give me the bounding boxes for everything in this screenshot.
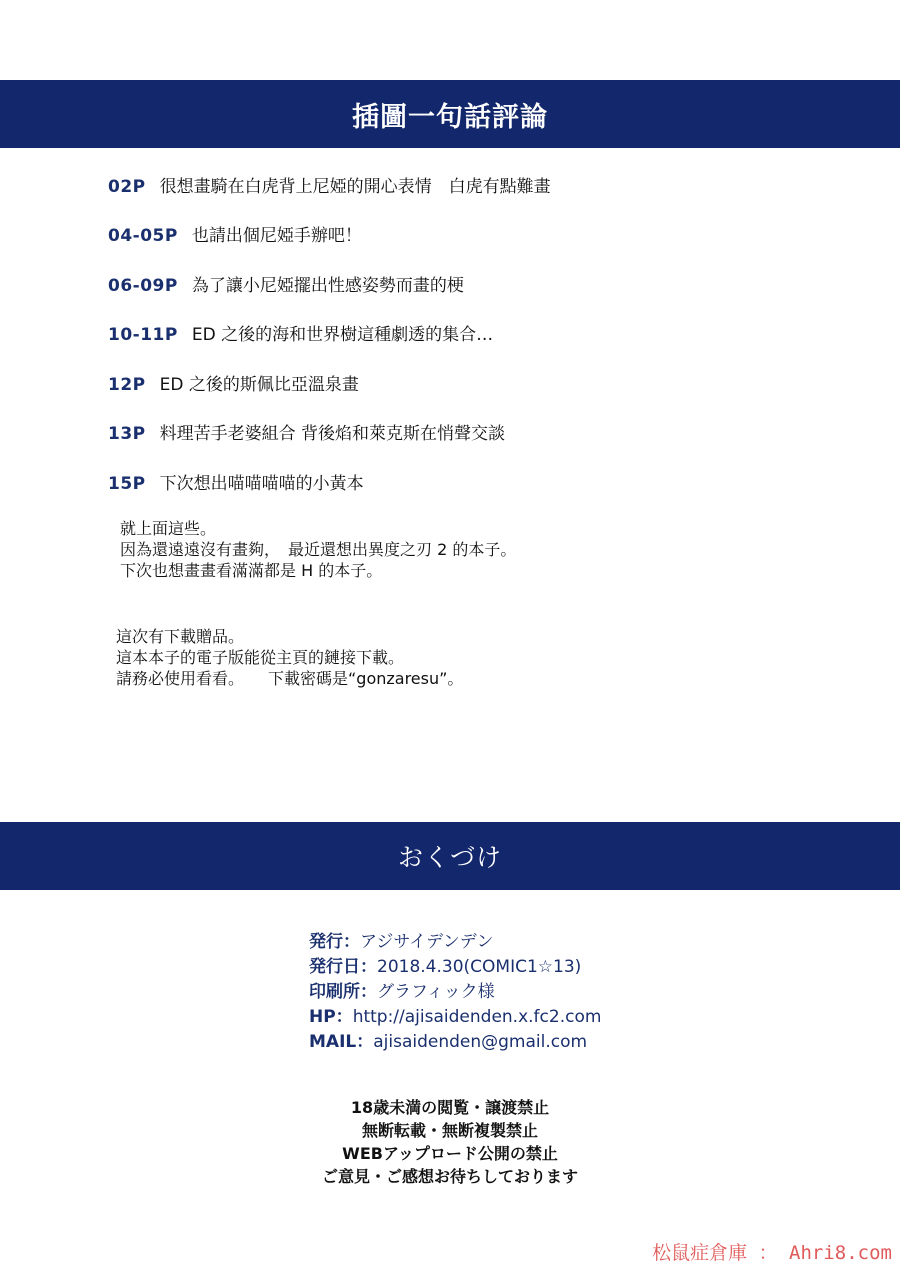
comment-text: 為了讓小尼婭擺出性感姿勢而畫的梗	[191, 276, 464, 296]
colophon-value: グラフィック様	[377, 982, 495, 1002]
download-note	[116, 626, 463, 689]
comment-text: ED 之後的斯佩比亞溫泉畫	[159, 375, 359, 395]
comment-row	[108, 271, 464, 296]
comment-row	[108, 172, 551, 197]
comment-row	[108, 469, 364, 494]
page-number: 06-09P	[108, 276, 178, 296]
colophon-title: おくづけ	[397, 843, 502, 872]
comment-text: ED 之後的海和世界樹這種劇透的集合…	[191, 325, 494, 345]
colophon-mail	[309, 1030, 601, 1055]
page-number: 10-11P	[108, 325, 178, 345]
page-number: 04-05P	[108, 226, 178, 246]
homepage-link[interactable]: http://ajisaidenden.x.fc2.com	[352, 1007, 602, 1027]
colophon-key: 印刷所：	[309, 982, 377, 1002]
comment-row	[108, 221, 362, 246]
comment-section-title: 插圖一句話評論	[352, 101, 548, 133]
comment-text: 很想畫騎在白虎背上尼婭的開心表情 白虎有點難畫	[159, 177, 551, 197]
comment-row	[108, 320, 493, 345]
notice-line: WEBアップロード公開の禁止	[342, 1144, 558, 1163]
colophon-value: 2018.4.30(COMIC1☆13)	[377, 957, 582, 977]
note-line: 下次也想畫畫看滿滿都是 H 的本子。	[120, 561, 383, 580]
colophon-list	[309, 930, 601, 1055]
colophon-homepage	[309, 1005, 601, 1030]
note-line: 因為還遠遠沒有畫夠， 最近還想出異度之刃 2 的本子。	[120, 540, 517, 559]
note-line: 就上面這些。	[120, 519, 217, 538]
notice-line: 無断転載・無断複製禁止	[361, 1121, 538, 1140]
note-line: 請務必使用看看。 下載密碼是“gonzaresu”。	[116, 669, 464, 688]
comment-row	[108, 370, 359, 395]
notice-line: 18歳未満の閲覧・譲渡禁止	[350, 1098, 550, 1117]
page-number: 12P	[108, 375, 146, 395]
mail-link[interactable]: ajisaidenden@gmail.com	[373, 1032, 588, 1052]
colophon-key: HP：	[309, 1007, 353, 1027]
comment-section-banner	[0, 80, 900, 148]
page-number: 15P	[108, 474, 146, 494]
notice-line: ご意見・ご感想お待ちしております	[321, 1167, 578, 1186]
comment-text: 下次想出喵喵喵喵的小黃本	[159, 474, 364, 494]
colophon-banner	[0, 822, 900, 890]
site-watermark: 松鼠症倉庫 ： Ahri8.com	[652, 1242, 892, 1264]
colophon-key: 発行：	[309, 932, 360, 952]
comment-row	[108, 419, 505, 444]
comment-text: 也請出個尼婭手辦吧！	[191, 226, 362, 246]
closing-note	[120, 518, 516, 581]
colophon-key: 発行日：	[309, 957, 377, 977]
colophon-printer	[309, 980, 601, 1005]
colophon-value: アジサイデンデン	[360, 932, 494, 952]
prohibition-notice	[0, 1096, 900, 1188]
comment-text: 料理苦手老婆組合 背後焰和萊克斯在悄聲交談	[159, 424, 506, 444]
colophon-publisher	[309, 930, 601, 955]
page-number: 02P	[108, 177, 146, 197]
colophon-key: MAIL：	[309, 1032, 374, 1052]
colophon-date	[309, 955, 601, 980]
page-number: 13P	[108, 424, 146, 444]
note-line: 這次有下載贈品。	[116, 627, 245, 646]
note-line: 這本本子的電子版能從主頁的鏈接下載。	[116, 648, 405, 667]
